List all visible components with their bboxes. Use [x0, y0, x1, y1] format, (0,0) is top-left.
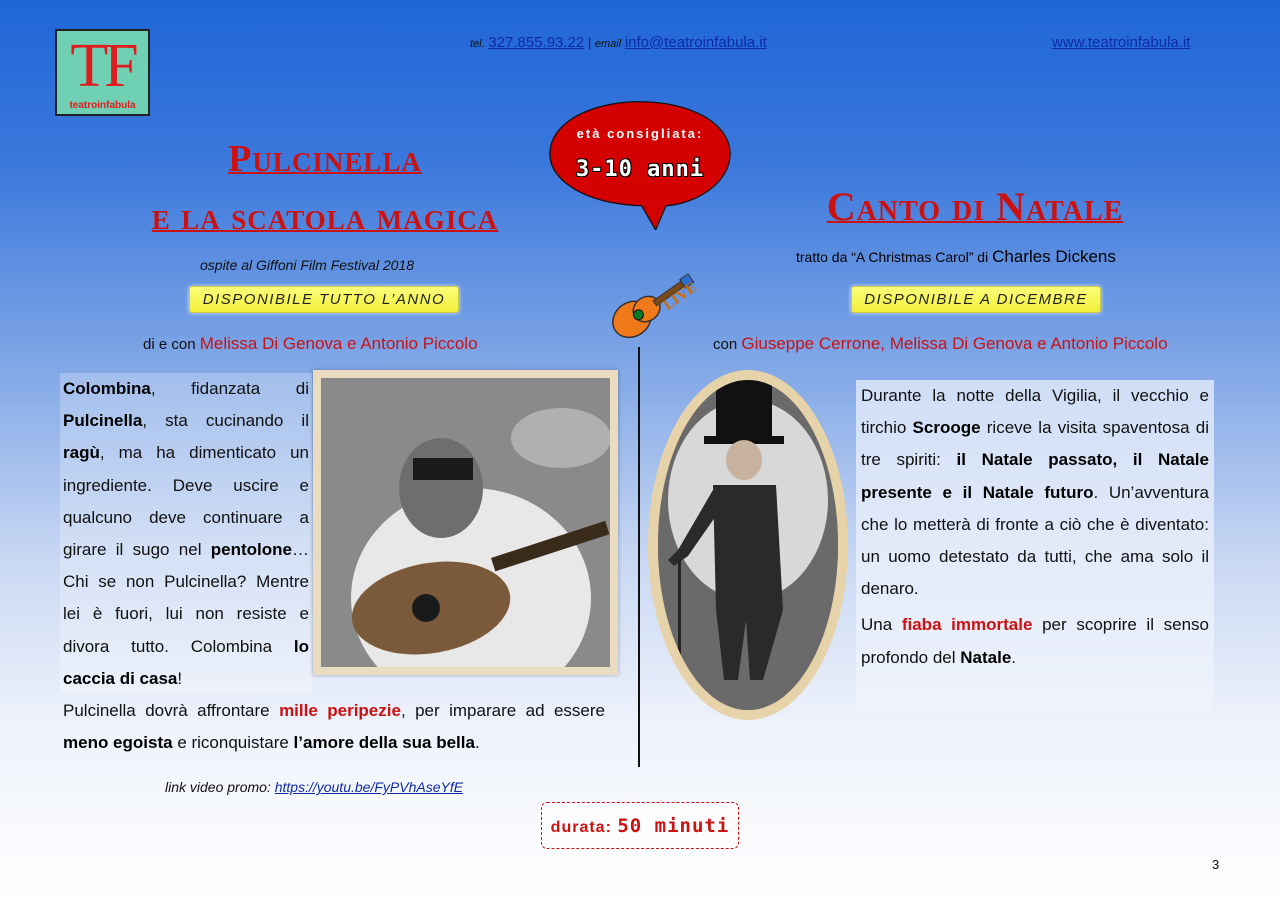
logo-text: teatroinfabula [69, 100, 136, 111]
tel-link[interactable]: 327.855.93.22 [488, 34, 585, 51]
live-text: LIVE [660, 279, 700, 314]
story-text: . [474, 733, 480, 753]
tratto-line [796, 247, 1116, 267]
tratto-work: “A Christmas Carol” [851, 249, 974, 265]
tel-label: tel. [470, 38, 485, 50]
pulcinella-story-bottom [63, 695, 605, 759]
story-text: , fidanzata di [150, 379, 309, 398]
promo-video-link[interactable]: https://youtu.be/FyPVhAseYfE [274, 779, 464, 795]
story-text: ! [177, 668, 183, 688]
story-text: Una [861, 615, 902, 635]
story-text: , per imparare ad essere [400, 701, 605, 720]
duration-box [541, 802, 739, 849]
canto-story [861, 380, 1209, 605]
keyword-text: il Natale passato, il Natale presente e il Natale futuro [861, 450, 1209, 502]
website-link[interactable]: www.teatroinfabula.it [1052, 34, 1191, 51]
highlight-text: fiaba immortale [901, 615, 1033, 635]
pulcinella-photo-image [321, 378, 610, 667]
tratto-di: di [977, 249, 989, 265]
availability-badge-right: DISPONIBILE A DICEMBRE [851, 286, 1101, 313]
story-text: per scoprire il senso profondo del [861, 615, 1209, 667]
credits-left-names: Melissa Di Genova e Antonio Piccolo [199, 334, 478, 353]
keyword-text: l’amore della sua bella [293, 733, 475, 753]
credits-right-names: Giuseppe Cerrone, Melissa Di Genova e Antonio Piccolo [741, 334, 1168, 353]
story-text: . [1011, 647, 1017, 667]
story-text: . Un’avventura che lo metterà di fronte a ciò che è diventato: un uomo detestato da tutti, che ama solo il denaro. [861, 482, 1209, 599]
email-link[interactable]: info@teatroinfabula.it [624, 34, 767, 51]
promo-label: link video promo: [165, 779, 271, 795]
column-divider [638, 347, 640, 767]
story-text: riceve la visita spaventosa di tre spiriti: [861, 418, 1210, 470]
tratto-author: Charles Dickens [992, 247, 1116, 266]
keyword-text: ragù [63, 443, 100, 463]
story-text: … Chi se non Pulcinella? Mentre lei è fuori, lui non resiste e divora tutto. Colombina [63, 540, 309, 656]
keyword-text: Pulcinella [63, 411, 143, 431]
age-label: età consigliata: [576, 126, 704, 141]
canto-title: Canto di Natale [826, 184, 1124, 229]
canto-story-block [861, 380, 1209, 674]
pulcinella-story [63, 373, 309, 695]
story-text: , sta cucinando il [142, 411, 309, 431]
contact-bar [470, 34, 767, 51]
story-text: , ma ha dimenticato un ingrediente. Deve uscire e qualcuno deve continuare a girare il sugo nel [63, 443, 309, 560]
giffoni-subtitle: ospite al Giffoni Film Festival 2018 [200, 257, 414, 273]
credits-left [143, 334, 478, 354]
highlight-text: mille peripezie [279, 701, 401, 720]
logo-letters: TF [70, 32, 135, 100]
pulcinella-title-line2: e la scatola magica [151, 196, 499, 238]
keyword-text: meno egoista [63, 733, 173, 753]
contact-separator: | [587, 35, 592, 50]
keyword-text: Natale [960, 647, 1012, 667]
promo-line [165, 779, 463, 795]
scrooge-photo-illustration [658, 380, 838, 710]
tratto-prefix: tratto da [796, 249, 848, 265]
story-text: Durante la notte della Vigilia, il vecchio e tirchio [861, 386, 1209, 438]
email-label: email [594, 38, 622, 50]
keyword-text: pentolone [210, 540, 292, 560]
pulcinella-photo [313, 370, 618, 675]
credits-right [713, 334, 1168, 354]
credits-left-prefix: di e con [143, 336, 196, 353]
teatroinfabula-logo [55, 29, 150, 116]
story-text: Pulcinella dovrà affrontare [63, 701, 280, 720]
duration-label: durata: [550, 819, 612, 836]
keyword-text: lo caccia di casa [63, 636, 309, 688]
scrooge-photo [648, 370, 848, 720]
canto-story-2 [861, 609, 1209, 673]
duration-value: 50 minuti [617, 815, 730, 837]
keyword-text: Scrooge [912, 418, 981, 438]
keyword-text: Colombina [63, 379, 151, 398]
page-number: 3 [1212, 857, 1220, 872]
guitar-live-icon [600, 255, 700, 340]
availability-badge-left: DISPONIBILE TUTTO L’ANNO [189, 286, 459, 313]
scrooge-photo-image [658, 380, 838, 710]
story-text: e riconquistare [172, 733, 294, 753]
pulcinella-title-line1: Pulcinella [228, 138, 422, 180]
age-value: 3-10 anni [575, 157, 705, 182]
credits-right-prefix: con [713, 336, 738, 353]
pulcinella-photo-illustration [321, 378, 610, 667]
